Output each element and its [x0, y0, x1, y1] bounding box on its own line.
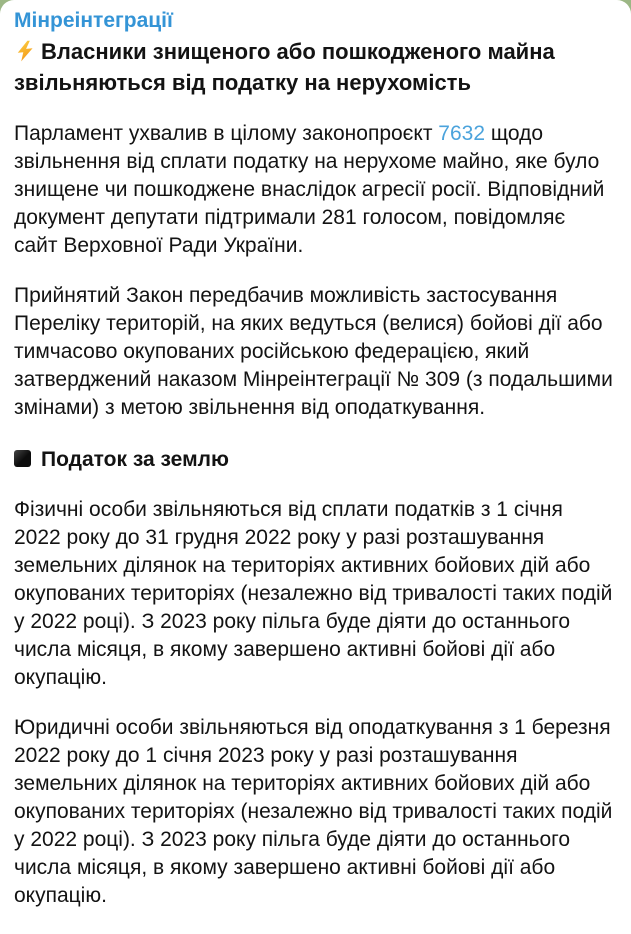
post-paragraph-4: Юридичні особи звільняються від оподаткування з 1 березня 2022 року до 1 січня 2023 року у разі розташування земельних ділянок на територіях активних бойових дій або окупованих територіях (незалежно від тривалості таких подій у 2022 році). З 2023 року пільга буде діяти до останнього числа місяця, в якому завершено активні бойові дії або окупацію. [14, 716, 613, 907]
bill-number-link[interactable]: 7632 [438, 122, 485, 145]
black-square-icon [14, 450, 31, 467]
channel-name[interactable]: Мінреінтеграції [14, 9, 173, 32]
post-paragraph-1 [14, 120, 614, 260]
post-headline-text: Власники знищеного або пошкодженого майна звільняються від податку на нерухомість [14, 39, 555, 95]
post-headline [14, 36, 614, 98]
paragraph-1-text-after-link: щодо звільнення від сплати податку на нерухоме майно, яке було знищене чи пошкоджене внаслідок агресії росії. Відповідний документ депутати підтримали 281 голосом, повідомляє сайт Верховної Ради України. [14, 122, 605, 257]
high-voltage-icon [14, 39, 36, 61]
paragraph-1-text-before-link: Парламент ухвалив в цілому законопроєкт [14, 122, 439, 145]
section-heading [14, 446, 614, 474]
section-heading-text: Податок за землю [41, 448, 229, 471]
post-paragraph-3: Фізичні особи звільняються від сплати податків з 1 січня 2022 року до 31 грудня 2022 року у разі розташування земельних ділянок на територіях активних бойових дій або окупованих територіях (незалежно від тривалості таких подій у 2022 році). З 2023 року пільга буде діяти до останнього числа місяця, в якому завершено активні бойові дії або окупацію. [14, 498, 613, 689]
post-paragraph-2: Прийнятий Закон передбачив можливість застосування Переліку територій, на яких ведуться (велися) бойові дії або тимчасово окупованих російською федерацією, який затверджений наказом Мінреінтеграції № 309 (з подальшими змінами) з метою звільнення від оподаткування. [14, 284, 613, 419]
